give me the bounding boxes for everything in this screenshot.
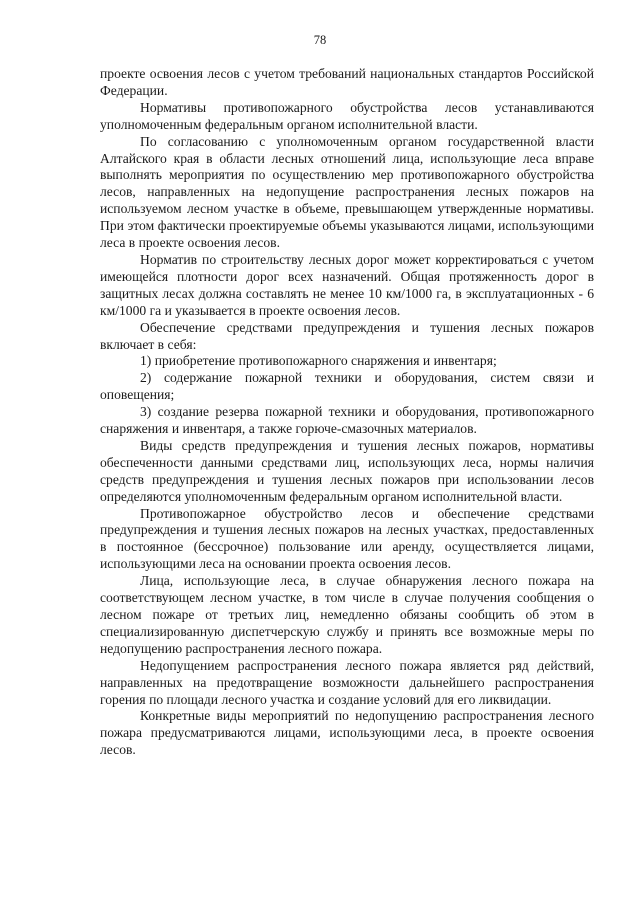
- list-item: 1) приобретение противопожарного снаряжения и инвентаря;: [140, 353, 497, 369]
- paragraph: Обеспечение средствами предупреждения и тушения лесных пожаров включает в себя:: [100, 319, 594, 352]
- paragraph: Конкретные виды мероприятий по недопущению распространения лесного пожара предусматриваются лицами, использующими леса, в проекте освоения лесов.: [100, 708, 594, 758]
- paragraph: Противопожарное обустройство лесов и обеспечение средствами предупреждения и тушения лесных пожаров на лесных участках, предоставленных в постоянное (бессрочное) пользование или аренду, осуществляется лицами, использующими леса на основании проекта освоения лесов.: [100, 505, 594, 572]
- page-number: 78: [313, 33, 327, 47]
- paragraph: Норматив по строительству лесных дорог может корректироваться с учетом имеющейся плотности дорог всех назначений. Общая протяженность дорог в защитных лесах должна составлять не менее 10 км/1000 га, в эксплуатационных - 6 км/1000 га и указывается в проекте освоения лесов.: [100, 251, 594, 318]
- paragraph: Лица, использующие леса, в случае обнаружения лесного пожара на соответствующем лесном участке, в том числе в случае получения сообщения о лесном пожаре от третьих лиц, немедленно обязаны сообщить об этом в специализированную диспетчерскую службу и принять все возможные меры по недопущению распространения лесного пожара.: [100, 573, 594, 656]
- paragraph-continuation: проекте освоения лесов с учетом требований национальных стандартов Российской Федерации.: [100, 66, 594, 98]
- list-item: 3) создание резерва пожарной техники и оборудования, противопожарного снаряжения и инвентаря, а также горюче-смазочных материалов.: [100, 404, 594, 437]
- paragraph: Виды средств предупреждения и тушения лесных пожаров, нормативы обеспеченности данными средствами лиц, использующих леса, нормы наличия средств предупреждения и тушения лесных пожаров при использовании лесов определяются уполномоченным федеральным органом исполнительной власти.: [100, 437, 594, 504]
- document-body: [100, 66, 594, 759]
- paragraph: По согласованию с уполномоченным органом государственной власти Алтайского края в области лесных отношений лица, использующие леса вправе выполнять мероприятия по осуществлению мер противопожарного обустройства лесов, направленных на недопущение распространения лесных пожаров на используемом лесном участке в объеме, превышающем утвержденные нормативы. При этом фактически проектируемые объемы указываются лицами, использующими леса в проекте освоения лесов.: [100, 133, 594, 251]
- paragraph: Нормативы противопожарного обустройства лесов устанавливаются уполномоченным федеральным органом исполнительной власти.: [100, 99, 594, 132]
- paragraph: Недопущением распространения лесного пожара является ряд действий, направленных на предотвращение возможности дальнейшего распространения горения по площади лесного участка и создание условий для его ликвидации.: [100, 657, 594, 707]
- list-item: 2) содержание пожарной техники и оборудования, систем связи и оповещения;: [100, 370, 594, 403]
